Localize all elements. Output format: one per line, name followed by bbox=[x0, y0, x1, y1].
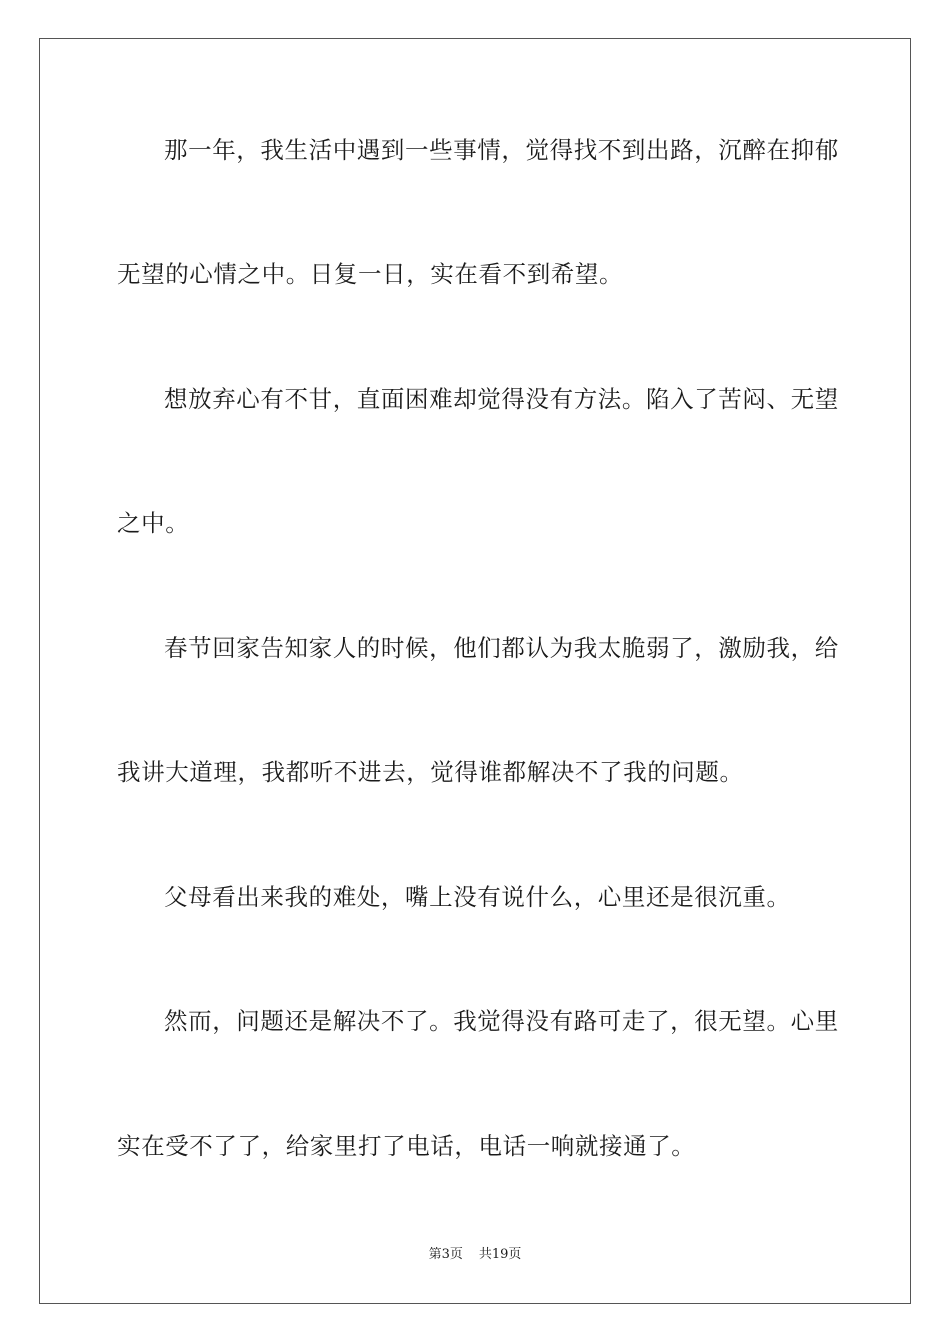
page-number: 第3页 bbox=[428, 1247, 463, 1262]
paragraph-5-line-1: 然而，问题还是解决不了。我觉得没有路可走了，很无望。心里 bbox=[164, 1007, 839, 1035]
paragraph-1-line-1: 那一年，我生活中遇到一些事情，觉得找不到出路，沉醉在抑郁 bbox=[164, 136, 839, 164]
paragraph-4-line-1: 父母看出来我的难处，嘴上没有说什么，心里还是很沉重。 bbox=[164, 883, 791, 911]
page-border bbox=[39, 38, 911, 1304]
paragraph-2-line-2: 之中。 bbox=[117, 509, 190, 537]
page-footer bbox=[0, 1246, 950, 1264]
paragraph-1-line-2: 无望的心情之中。日复一日，实在看不到希望。 bbox=[117, 260, 624, 288]
paragraph-3-line-1: 春节回家告知家人的时候，他们都认为我太脆弱了，激励我，给 bbox=[164, 634, 839, 662]
paragraph-2-line-1: 想放弃心有不甘，直面困难却觉得没有方法。陷入了苦闷、无望 bbox=[164, 385, 839, 413]
paragraph-3-line-2: 我讲大道理，我都听不进去，觉得谁都解决不了我的问题。 bbox=[117, 758, 744, 786]
total-pages: 共19页 bbox=[478, 1247, 522, 1262]
paragraph-5-line-2: 实在受不了了，给家里打了电话，电话一响就接通了。 bbox=[117, 1132, 696, 1160]
